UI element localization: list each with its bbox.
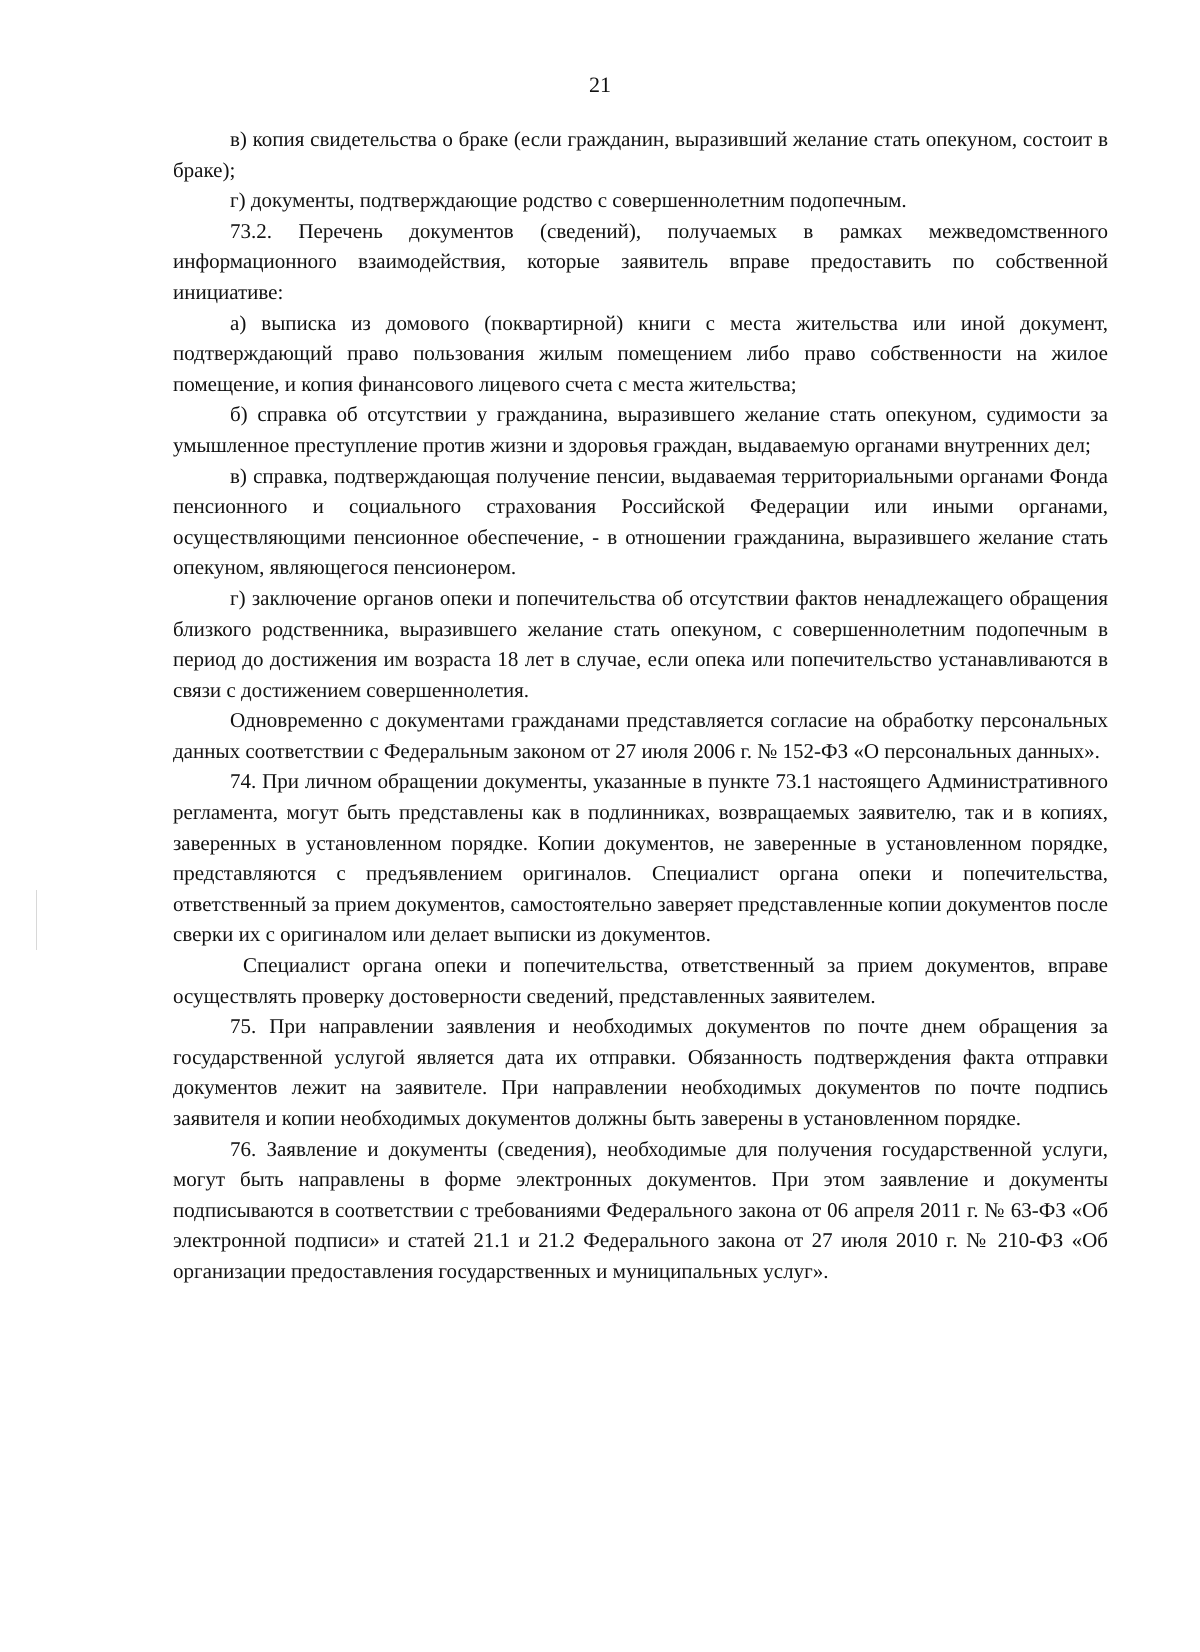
paragraph-kinship-documents: г) документы, подтверждающие родство с совершеннолетним подопечным. (230, 188, 907, 213)
paragraph-73-2-list: 73.2. Перечень документов (сведений), получаемых в рамках межведомственного информационного взаимодействия, которые заявитель вправе предоставить по собственной инициативе: (173, 218, 1108, 304)
paragraph-marriage-certificate: в) копия свидетельства о браке (если гражданин, выразивший желание стать опекуном, состоит в браке); (173, 127, 1108, 182)
paragraph-criminal-record-certificate: б) справка об отсутствии у гражданина, выразившего желание стать опекуном, судимости за умышленное преступление против жизни и здоровья граждан, выдаваемую органами внутренних дел; (173, 402, 1108, 457)
page-number: 21 (589, 72, 611, 97)
paragraph-pension-certificate: в) справка, подтверждающая получение пенсии, выдаваемая территориальными органами Фонда пенсионного и социального страхования Российской Федерации или иными органами, осуществляющими пенсионное обеспечение, - в отношении гражданина, выразившего желание стать опекуном, являющегося пенсионером. (173, 463, 1108, 580)
paragraph-guardianship-conclusion: г) заключение органов опеки и попечительства об отсутствии фактов ненадлежащего обращения близкого родственника, выразившего желание стать опекуном, с совершеннолетним подопечным в период до достижения им возраста 18 лет в случае, если опека или попечительство устанавливаются в связи с достижением совершеннолетия. (173, 585, 1108, 702)
document-body (173, 124, 1108, 1287)
paragraph-76-electronic-submission: 76. Заявление и документы (сведения), необходимые для получения государственной услуги, могут быть направлены в форме электронных документов. При этом заявление и документы подписываются в соответствии с требованиями Федерального закона от 06 апреля 2011 г. № 63-ФЗ «Об электронной подписи» и статей 21.1 и 21.2 Федерального закона от 27 июля 2010 г. № 210-ФЗ «Об организации предоставления государственных и муниципальных услуг». (173, 1136, 1108, 1283)
paragraph-house-book-extract: а) выписка из домового (поквартирной) книги с места жительства или иной документ, подтверждающий право пользования жилым помещением либо право собственности на жилое помещение, и копия финансового лицевого счета с места жительства; (173, 310, 1108, 396)
paragraph-75-postal-submission: 75. При направлении заявления и необходимых документов по почте днем обращения за государственной услугой является дата их отправки. Обязанность подтверждения факта отправки документов лежит на заявителе. При направлении необходимых документов по почте подпись заявителя и копии необходимых документов должны быть заверены в установленном порядке. (173, 1014, 1108, 1130)
paragraph-personal-data-consent: Одновременно с документами гражданами представляется согласие на обработку персональных данных соответствии с Федеральным законом от 27 июля 2006 г. № 152-ФЗ «О персональных данных». (173, 708, 1108, 763)
paragraph-74-personal-application: 74. При личном обращении документы, указанные в пункте 73.1 настоящего Административного регламента, могут быть представлены как в подлинниках, возвращаемых заявителю, так и в копиях, заверенных в установленном порядке. Копии документов, не заверенные в установленном порядке, представляются с предъявлением оригиналов. Специалист органа опеки и попечительства, ответственный за прием документов, самостоятельно заверяет представленные копии документов после сверки их с оригиналом или делает выписки из документов. (173, 769, 1108, 947)
paragraph-specialist-verification: Специалист органа опеки и попечительства, ответственный за прием документов, вправе осуществлять проверку достоверности сведений, представленных заявителем. (173, 953, 1108, 1008)
scan-edge-mark (36, 890, 37, 950)
